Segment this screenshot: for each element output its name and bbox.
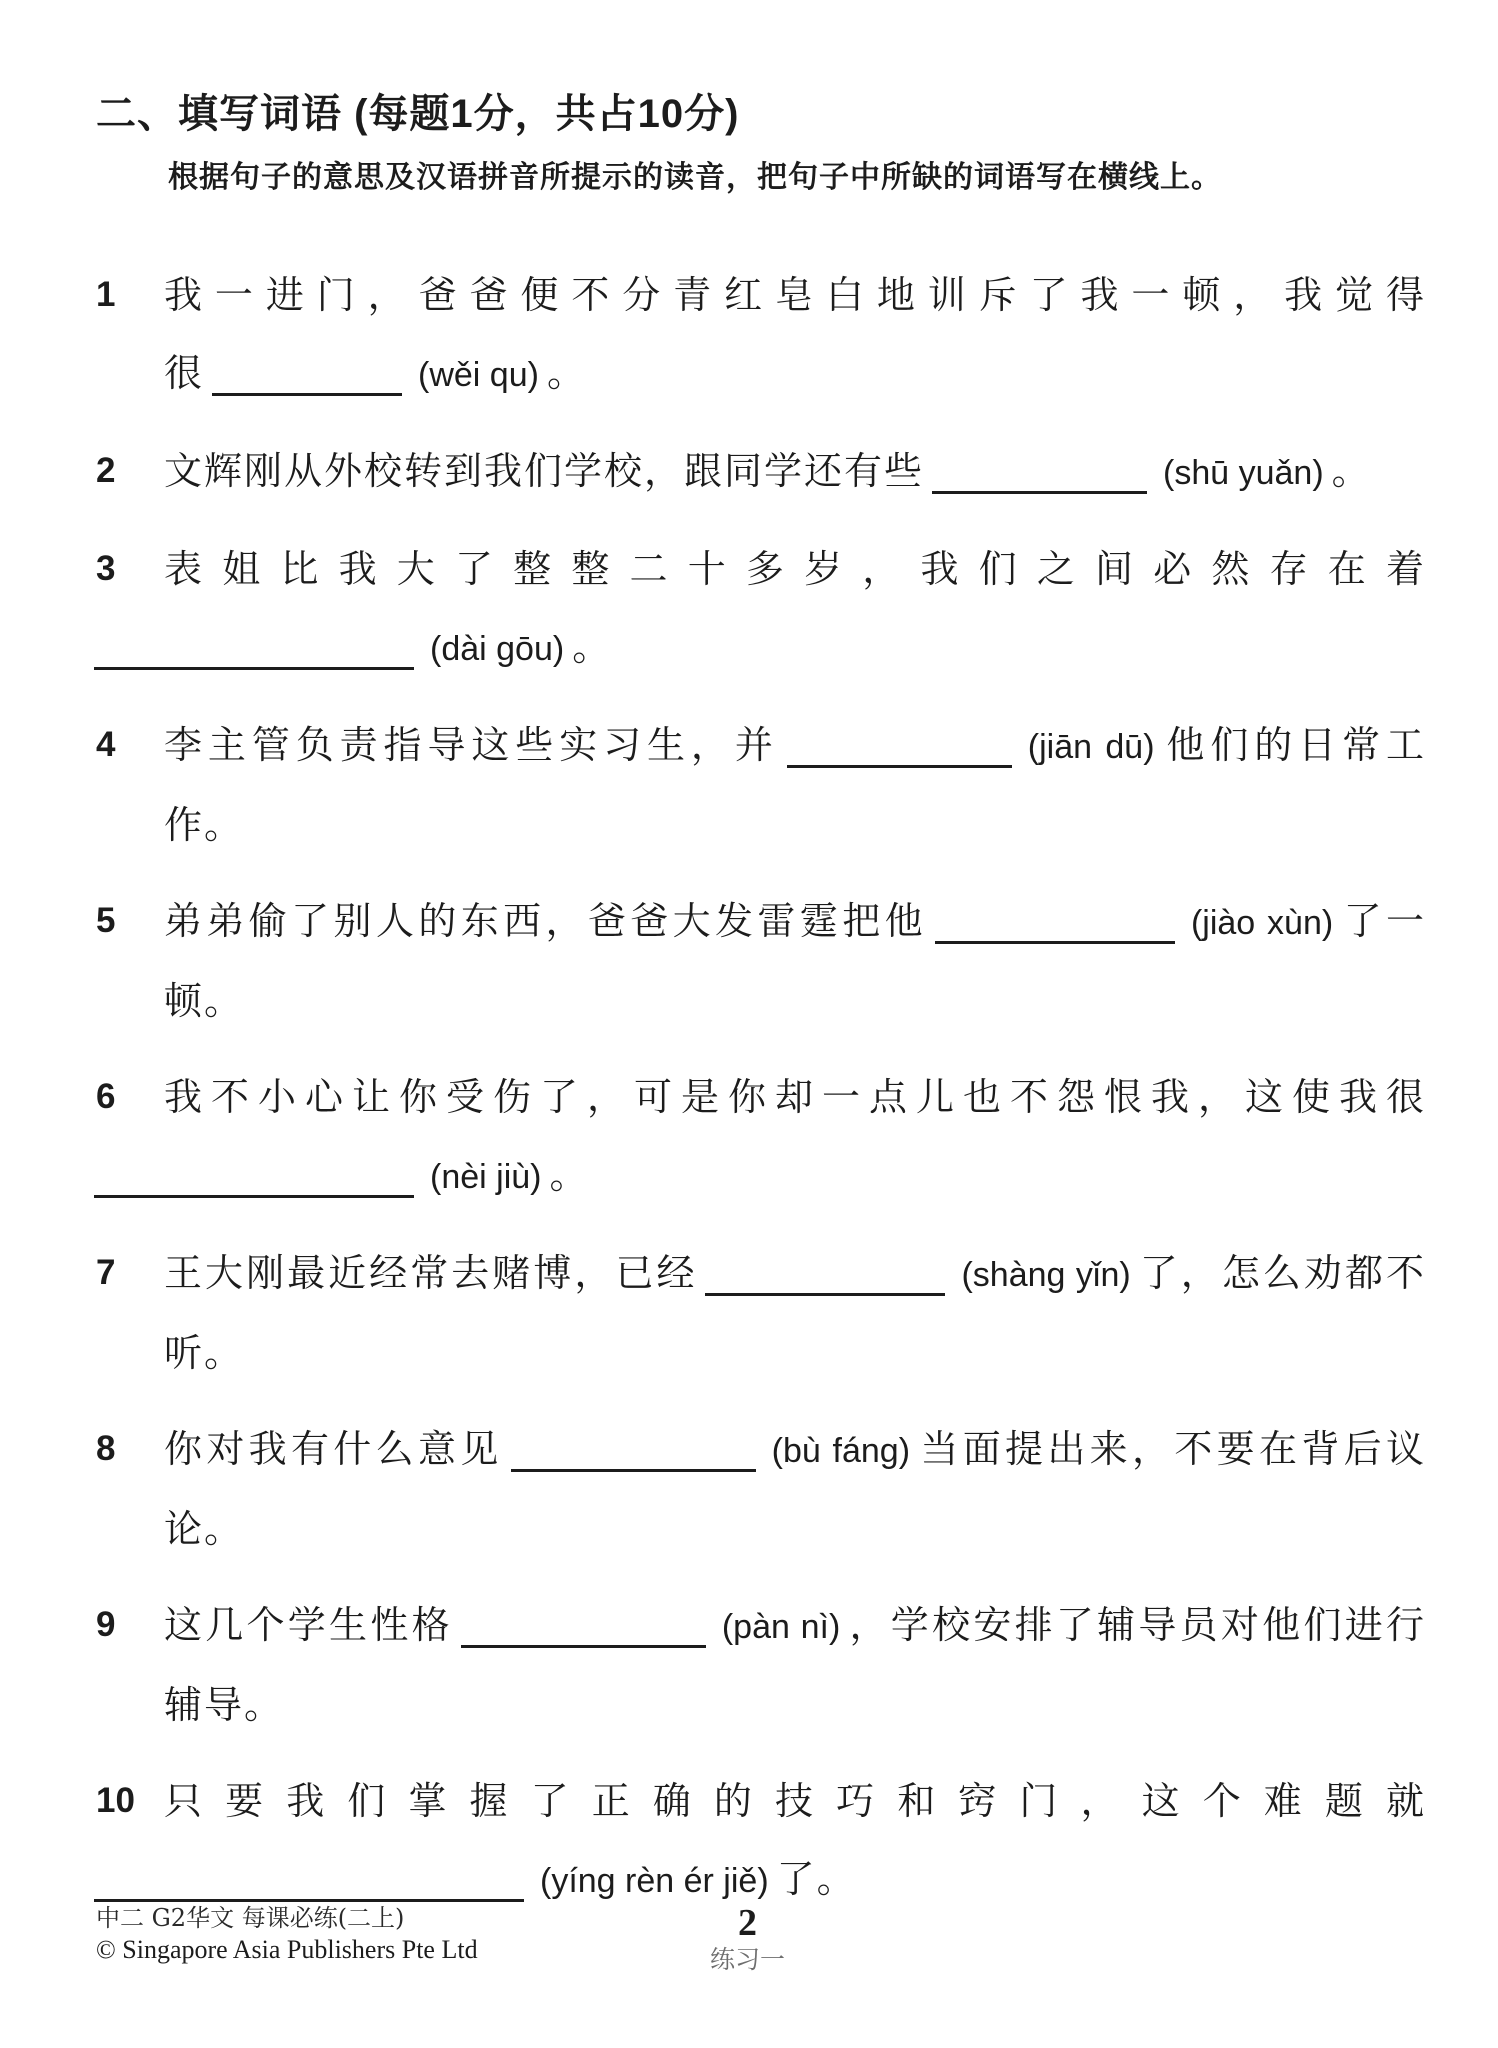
- question-text: 我一进门，爸爸便不分青红皂白地训斥了我一顿，我觉得: [164, 273, 1426, 317]
- question-item: [96, 1762, 1426, 1920]
- page-number: 2: [737, 1902, 757, 1944]
- question-body: [164, 530, 1426, 688]
- question-number: 7: [96, 1253, 116, 1292]
- answer-blank: [511, 1462, 756, 1472]
- question-line: [164, 608, 1426, 688]
- question-body: [164, 706, 1426, 864]
- question-line: [164, 1586, 1426, 1666]
- question-number: 3: [96, 549, 116, 588]
- question-item: [96, 432, 1426, 512]
- book-title: 中二 G2华文 每课必练(二上): [96, 1904, 405, 1932]
- question-body: [164, 1058, 1426, 1216]
- question-text: 。: [572, 625, 613, 669]
- question-line: [164, 256, 1426, 334]
- question-number: 5: [96, 901, 116, 940]
- question-line: [164, 1762, 1426, 1840]
- pinyin-hint: (shàng yǐn): [961, 1256, 1131, 1294]
- footer-left: [96, 1903, 478, 1967]
- question-number: 1: [96, 275, 116, 314]
- question-line: [164, 432, 1426, 512]
- question-text: 王大刚最近经常去赌博，已经: [164, 1251, 698, 1295]
- question-item: [96, 1410, 1426, 1568]
- question-line: [164, 530, 1426, 608]
- question-text: 。: [1331, 449, 1372, 493]
- pinyin-hint: (dài gōu): [430, 630, 565, 668]
- question-text: 只要我们掌握了正确的技巧和窍门，这个难题就: [164, 1779, 1426, 1823]
- question-line: [164, 1136, 1426, 1216]
- question-text: 了一: [1341, 899, 1426, 943]
- question-body: [164, 1586, 1426, 1744]
- question-text: 这几个学生性格: [164, 1603, 453, 1647]
- question-body: [164, 256, 1426, 414]
- copyright-notice: © Singapore Asia Publishers Pte Ltd: [96, 1935, 478, 1964]
- pinyin-hint: (wěi qu): [418, 356, 539, 394]
- question-body: [164, 432, 1426, 512]
- question-item: [96, 530, 1426, 688]
- pinyin-hint: (jiān dū): [1027, 728, 1155, 766]
- question-item: [96, 1234, 1426, 1392]
- question-line: [164, 786, 1426, 864]
- question-text: 文辉刚从外校转到我们学校，跟同学还有些: [164, 449, 925, 493]
- question-line: [164, 1490, 1426, 1568]
- question-line: [164, 1314, 1426, 1392]
- answer-blank: [94, 1188, 414, 1198]
- question-body: [164, 882, 1426, 1040]
- question-text: 很: [164, 351, 205, 395]
- question-line: [164, 882, 1426, 962]
- question-line: [164, 1058, 1426, 1136]
- pinyin-hint: (yíng rèn ér jiě): [540, 1862, 769, 1900]
- answer-blank: [787, 758, 1012, 768]
- question-text: 弟弟偷了别人的东西，爸爸大发雷霆把他: [164, 899, 927, 943]
- question-number: 8: [96, 1429, 116, 1468]
- question-text: 李主管负责指导这些实习生，并: [164, 723, 779, 767]
- question-text: 。: [549, 1153, 590, 1197]
- question-number: 2: [96, 451, 116, 490]
- question-text: 了。: [776, 1857, 857, 1901]
- question-item: [96, 1586, 1426, 1744]
- answer-blank: [935, 934, 1175, 944]
- question-number: 4: [96, 725, 116, 764]
- question-text: ，学校安排了辅导员对他们进行: [848, 1603, 1426, 1647]
- answer-blank: [461, 1638, 706, 1648]
- exercise-label: 练习一: [709, 1945, 786, 1974]
- footer-center: [710, 1903, 785, 1975]
- answer-blank: [932, 484, 1147, 494]
- question-text: 作。: [164, 803, 245, 847]
- question-line: [164, 1410, 1426, 1490]
- question-item: [96, 1058, 1426, 1216]
- question-number: 9: [96, 1605, 116, 1644]
- question-line: [164, 1666, 1426, 1744]
- question-item: [96, 882, 1426, 1040]
- question-text: 。: [546, 351, 587, 395]
- question-number: 10: [96, 1781, 135, 1820]
- question-text: 表姐比我大了整整二十多岁，我们之间必然存在着: [164, 547, 1426, 591]
- question-text: 当面提出来，不要在背后议: [918, 1427, 1426, 1471]
- pinyin-hint: (nèi jiù): [430, 1158, 542, 1196]
- section-title: 二、填写词语 (每题1分，共占10分): [96, 92, 740, 136]
- question-item: [96, 706, 1426, 864]
- section-instructions: 根据句子的意思及汉语拼音所提示的读音，把句子中所缺的词语写在横线上。: [168, 161, 1222, 194]
- pinyin-hint: (jiào xùn): [1190, 904, 1334, 942]
- question-list: [96, 256, 1426, 1920]
- question-line: [164, 334, 1426, 414]
- answer-blank: [94, 660, 414, 670]
- pinyin-hint: (pàn nì): [721, 1608, 841, 1646]
- answer-blank: [94, 1892, 524, 1902]
- page-footer: [96, 1903, 1402, 1993]
- pinyin-hint: (shū yuǎn): [1163, 454, 1324, 492]
- question-body: [164, 1762, 1426, 1920]
- question-text: 听。: [164, 1331, 245, 1375]
- question-body: [164, 1410, 1426, 1568]
- question-body: [164, 1234, 1426, 1392]
- question-line: [164, 706, 1426, 786]
- question-number: 6: [96, 1077, 116, 1116]
- question-text: 我不小心让你受伤了，可是你却一点儿也不怨恨我，这使我很: [164, 1075, 1426, 1119]
- question-item: [96, 256, 1426, 414]
- question-text: 辅导。: [164, 1683, 285, 1727]
- question-line: [164, 1234, 1426, 1314]
- pinyin-hint: (bù fáng): [771, 1432, 911, 1470]
- answer-blank: [705, 1286, 945, 1296]
- question-text: 论。: [164, 1507, 245, 1551]
- question-text: 他们的日常工: [1162, 723, 1426, 767]
- question-text: 了，怎么劝都不: [1138, 1251, 1426, 1295]
- question-text: 你对我有什么意见: [164, 1427, 503, 1471]
- question-text: 顿。: [164, 979, 245, 1023]
- question-line: [164, 962, 1426, 1040]
- answer-blank: [212, 386, 402, 396]
